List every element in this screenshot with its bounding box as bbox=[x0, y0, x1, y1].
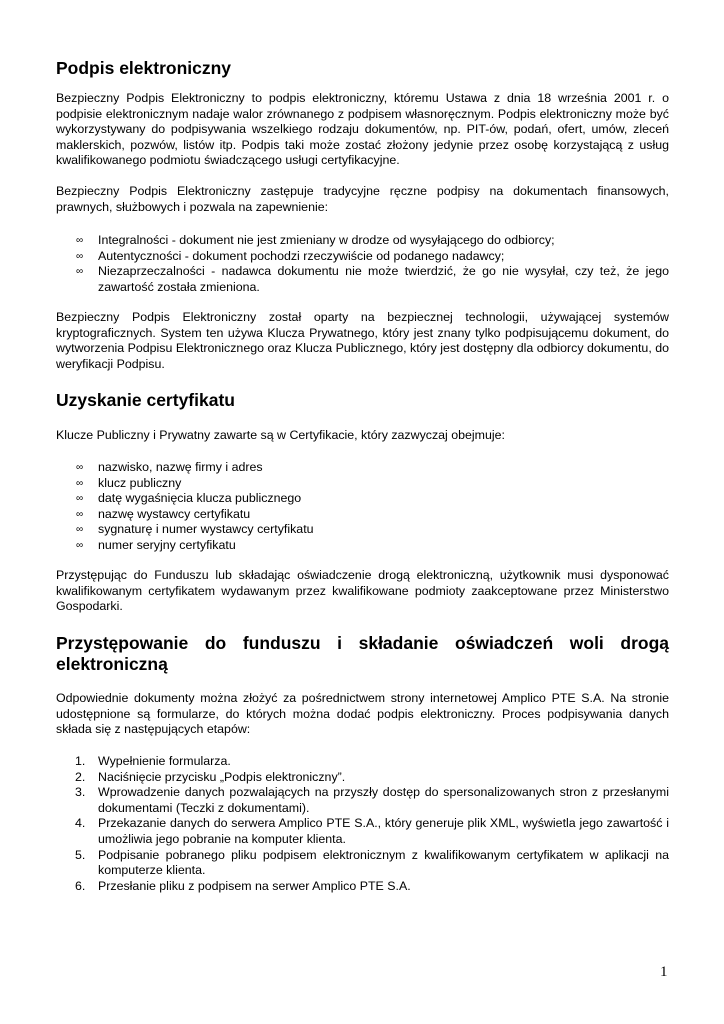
list-item: ∞ datę wygaśnięcia klucza publicznego bbox=[76, 491, 302, 506]
infinity-bullet-icon: ∞ bbox=[76, 462, 84, 473]
paragraph-technology: Bezpieczny Podpis Elektroniczny został oparty na bezpiecznej technologii, używającej systemów kryptograficznych. System ten używa Klucza Prywatnego, który jest znany tylko podpisującemu dokument, do wytworzenia Podpisu Elektronicznego oraz Klucza Publicznego, który jest dostępny dla odbiorcy dokumentu, do weryfikacji Podpisu. bbox=[56, 310, 669, 371]
list-item: 6. Przesłanie pliku z podpisem na serwer Amplico PTE S.A. bbox=[75, 878, 411, 893]
paragraph-fund-access: Przystępując do Funduszu lub składając oświadczenie drogą elektroniczną, użytkownik musi dysponować kwalifikowanym certyfikatem wydawanym przez kwalifikowane podmioty zaakceptowane przez Ministerstwo Gospodarki. bbox=[56, 568, 669, 614]
paragraph-certificate-contents: Klucze Publiczny i Prywatny zawarte są w Certyfikacie, który zazwyczaj obejmuje: bbox=[56, 428, 505, 442]
list-item: ∞ Integralności - dokument nie jest zmieniany w drodze od wysyłającego do odbiorcy; bbox=[76, 233, 555, 247]
list-item: 1. Wypełnienie formularza. bbox=[75, 754, 231, 768]
list-item: 3. Wprowadzenie danych pozwalających na przyszły dostęp do spersonalizowanych stron z przesłanymi dokumentami (Teczki z dokumentami). bbox=[75, 785, 669, 815]
list-item: 2. Naciśnięcie przycisku „Podpis elektroniczny”. bbox=[75, 769, 346, 784]
infinity-bullet-icon: ∞ bbox=[76, 524, 84, 536]
section-title-fundusz: Przystępowanie do funduszu i składanie oświadczeń woli drogą elektroniczną bbox=[56, 633, 669, 674]
paragraph-documents: Odpowiednie dokumenty można złożyć za pośrednictwem strony internetowej Amplico PTE S.A. Na stronie udostępnione są formularze, do których można dodać podpis elektroniczny. Proces podpisywania danych składa się z następujących etapów: bbox=[56, 691, 669, 737]
infinity-bullet-icon: ∞ bbox=[76, 508, 84, 520]
certificate-fields-list bbox=[56, 460, 669, 554]
infinity-bullet-icon: ∞ bbox=[76, 250, 84, 262]
section-title-certyfikat: Uzyskanie certyfikatu bbox=[56, 390, 235, 410]
list-item: 4. Przekazanie danych do serwera Amplico PTE S.A., który generuje plik XML, wyświetla jego zawartość i umożliwia jego pobranie na komputer klienta. bbox=[75, 816, 669, 846]
infinity-bullet-icon: ∞ bbox=[76, 539, 84, 551]
paragraph-intro: Bezpieczny Podpis Elektroniczny to podpis elektroniczny, któremu Ustawa z dnia 18 września 2001 r. o podpisie elektronicznym nadaje walor zrównanego z podpisem własnoręcznym. Podpis elektroniczny może być wykorzystywany do podpisywania wszelkiego rodzaju dokumentów, np. PIT-ów, podań, ofert, umów, zleceń maklerskich, pozwów, listów itp. Podpis taki może zostać złożony jedynie przez osobę korzystającą z usług kwalifikowanego podmiotu świadczącego usługi certyfikacyjne. bbox=[56, 91, 669, 168]
list-item: ∞ klucz publiczny bbox=[76, 475, 182, 490]
list-item: ∞ Niezaprzeczalności - nadawca dokumentu nie może twierdzić, że go nie wysyłał, czy też, że jego zawartość została zmieniona. bbox=[76, 264, 669, 294]
list-item: ∞ Autentyczności - dokument pochodzi rzeczywiście od podanego nadawcy; bbox=[76, 248, 505, 263]
list-item: 5. Podpisanie pobranego pliku podpisem elektronicznym z kwalifikowanym certyfikatem w aplikacji na komputerze klienta. bbox=[75, 847, 669, 878]
infinity-bullet-icon: ∞ bbox=[76, 477, 84, 489]
list-item: ∞ sygnaturę i numer wystawcy certyfikatu bbox=[76, 522, 314, 537]
infinity-bullet-icon: ∞ bbox=[76, 235, 84, 246]
guarantees-list bbox=[56, 233, 669, 295]
signing-steps-list bbox=[56, 754, 669, 894]
page-number: 1 bbox=[660, 964, 668, 980]
list-item: ∞ nazwę wystawcy certyfikatu bbox=[76, 506, 251, 521]
paragraph-replaces: Bezpieczny Podpis Elektroniczny zastępuje tradycyjne ręczne podpisy na dokumentach finansowych, prawnych, służbowych i pozwala na zapewnienie: bbox=[56, 184, 669, 214]
infinity-bullet-icon: ∞ bbox=[76, 493, 84, 505]
section-title-podpis: Podpis elektroniczny bbox=[56, 58, 232, 78]
infinity-bullet-icon: ∞ bbox=[76, 266, 84, 278]
list-item: ∞ numer seryjny certyfikatu bbox=[76, 537, 236, 552]
list-item: ∞ nazwisko, nazwę firmy i adres bbox=[76, 460, 263, 474]
